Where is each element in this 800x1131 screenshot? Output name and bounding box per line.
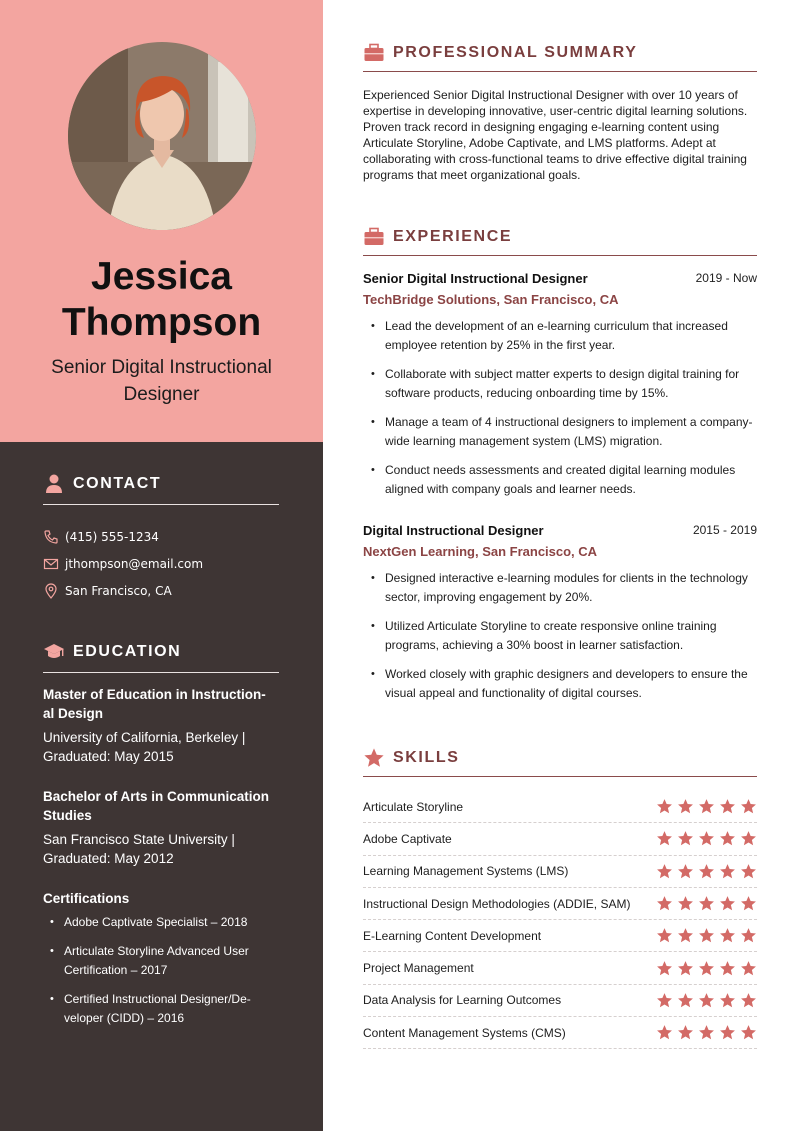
- degree-title: Master of Education in Instruction- al Design: [43, 687, 266, 721]
- skill-row: [363, 823, 757, 855]
- summary-heading: PROFESSIONAL SUMMARY: [363, 42, 757, 72]
- star-icon: [677, 863, 694, 880]
- star-icon: [719, 927, 736, 944]
- skill-name: E-Learning Content Development: [363, 928, 542, 943]
- star-icon: [719, 895, 736, 912]
- experience-heading: EXPERIENCE: [363, 226, 757, 256]
- star-icon: [698, 1024, 715, 1041]
- briefcase-icon: [363, 42, 385, 64]
- certifications-heading: Certifications: [43, 891, 130, 906]
- star-icon: [719, 992, 736, 1009]
- skill-rating: [656, 1024, 757, 1041]
- skills-heading: SKILLS: [363, 747, 757, 777]
- star-icon: [719, 960, 736, 977]
- star-icon: [719, 1024, 736, 1041]
- star-icon: [740, 1024, 757, 1041]
- map-pin-icon: [43, 583, 59, 599]
- star-icon: [677, 798, 694, 815]
- star-icon: [740, 960, 757, 977]
- star-icon: [698, 863, 715, 880]
- last-name: Thompson: [61, 301, 262, 344]
- star-icon: [656, 992, 673, 1009]
- star-icon: [677, 895, 694, 912]
- contact-phone: (415) 555-1234: [43, 527, 159, 547]
- skill-name: Instructional Design Methodologies (ADDIE, SAM): [363, 896, 631, 911]
- job-bullets: [371, 317, 771, 509]
- skill-name: Learning Management Systems (LMS): [363, 864, 569, 879]
- job-dates: 2019 - Now: [695, 271, 757, 285]
- first-name: Jessica: [91, 255, 232, 298]
- job-title: Digital Instructional Designer: [363, 523, 544, 538]
- star-icon: [677, 992, 694, 1009]
- briefcase-icon: [363, 226, 385, 248]
- star-icon: [656, 798, 673, 815]
- star-icon: [656, 863, 673, 880]
- job-dates: 2015 - 2019: [692, 523, 757, 537]
- contact-email: jthompson@email.com: [43, 554, 203, 574]
- star-icon: [719, 830, 736, 847]
- person-icon: [43, 473, 65, 495]
- skill-row: [363, 920, 757, 952]
- skill-row: [363, 888, 757, 920]
- list-item: • Articulate Storyline Advanced User Certification – 2017: [50, 942, 280, 980]
- profile-photo: [68, 42, 256, 230]
- skill-name: Project Management: [363, 961, 474, 976]
- degree-school: University of California, Berkeley | Graduated: May 2015: [43, 730, 246, 764]
- skill-name: Adobe Captivate: [363, 831, 452, 846]
- skill-name: Articulate Storyline: [363, 799, 464, 814]
- job-bullets: [371, 569, 771, 713]
- list-item: • Certified Instructional Designer/De-veloper (CIDD) – 2016: [50, 990, 280, 1028]
- skill-rating: [656, 895, 757, 912]
- star-icon: [677, 830, 694, 847]
- job-company: NextGen Learning, San Francisco, CA: [363, 544, 598, 559]
- star-icon: [719, 798, 736, 815]
- education-heading: EDUCATION: [43, 641, 279, 673]
- star-icon: [698, 798, 715, 815]
- star-icon: [656, 830, 673, 847]
- star-icon: [740, 927, 757, 944]
- star-icon: [698, 895, 715, 912]
- skill-rating: [656, 992, 757, 1009]
- star-icon: [698, 830, 715, 847]
- skill-rating: [656, 863, 757, 880]
- contact-heading: CONTACT: [43, 473, 279, 505]
- star-icon: [740, 992, 757, 1009]
- degree-school: San Francisco State University | Graduated: May 2012: [43, 832, 235, 866]
- list-item: • Adobe Captivate Specialist – 2018: [50, 913, 280, 932]
- skill-row: [363, 856, 757, 888]
- skill-row: [363, 952, 757, 984]
- star-icon: [677, 927, 694, 944]
- list-item: • Worked closely with graphic designers and developers to ensure the visual appeal and functionality of digital courses.: [371, 665, 771, 703]
- phone-icon: [43, 529, 59, 545]
- skill-rating: [656, 830, 757, 847]
- star-icon: [677, 960, 694, 977]
- star-icon: [698, 960, 715, 977]
- job-title: Senior Digital Instructional Designer: [363, 271, 588, 286]
- list-item: • Manage a team of 4 instructional designers to implement a company-wide learning management system (LMS) migration.: [371, 413, 771, 451]
- skill-row: [363, 1017, 757, 1049]
- skill-row: [363, 791, 757, 823]
- star-icon: [656, 960, 673, 977]
- list-item: • Conduct needs assessments and created digital learning modules aligned with company goals and learner needs.: [371, 461, 771, 499]
- degree-title: Bachelor of Arts in Communication Studies: [43, 789, 270, 823]
- star-icon: [363, 747, 385, 769]
- star-icon: [740, 863, 757, 880]
- skill-rating: [656, 798, 757, 815]
- star-icon: [740, 895, 757, 912]
- skill-rating: [656, 960, 757, 977]
- certifications-list: [50, 913, 280, 1038]
- star-icon: [719, 863, 736, 880]
- star-icon: [698, 927, 715, 944]
- star-icon: [677, 1024, 694, 1041]
- skills-list: [363, 791, 757, 1049]
- job-company: TechBridge Solutions, San Francisco, CA: [363, 292, 619, 307]
- list-item: • Designed interactive e-learning modules for clients in the technology sector, improving engagement by 20%.: [371, 569, 771, 607]
- graduation-cap-icon: [43, 641, 65, 663]
- skill-name: Content Management Systems (CMS): [363, 1025, 566, 1040]
- star-icon: [698, 992, 715, 1009]
- list-item: • Collaborate with subject matter experts to design digital training for software products, reducing onboarding time by 15%.: [371, 365, 771, 403]
- list-item: • Utilized Articulate Storyline to create responsive online training programs, achieving a 30% boost in learner satisfaction.: [371, 617, 771, 655]
- star-icon: [740, 830, 757, 847]
- contact-location: San Francisco, CA: [43, 581, 172, 601]
- star-icon: [656, 927, 673, 944]
- envelope-icon: [43, 556, 59, 572]
- job-role: Senior Digital Instructional Designer: [51, 357, 272, 405]
- skill-name: Data Analysis for Learning Outcomes: [363, 993, 562, 1008]
- skill-rating: [656, 927, 757, 944]
- star-icon: [656, 1024, 673, 1041]
- skill-row: [363, 985, 757, 1017]
- star-icon: [740, 798, 757, 815]
- list-item: • Lead the development of an e-learning curriculum that increased employee retention by 25% in the first year.: [371, 317, 771, 355]
- star-icon: [656, 895, 673, 912]
- summary-text: Experienced Senior Digital Instructional Designer with over 10 years of expertise in developing innovative, user-centric digital learning solutions. Proven track record in designing engaging e-learning content using Articulate Storyline, Adobe Captivate, and LMS platforms. Adept at collaborating with cross-functional teams to drive effective digital training programs that meet organizational goals.: [363, 88, 748, 182]
